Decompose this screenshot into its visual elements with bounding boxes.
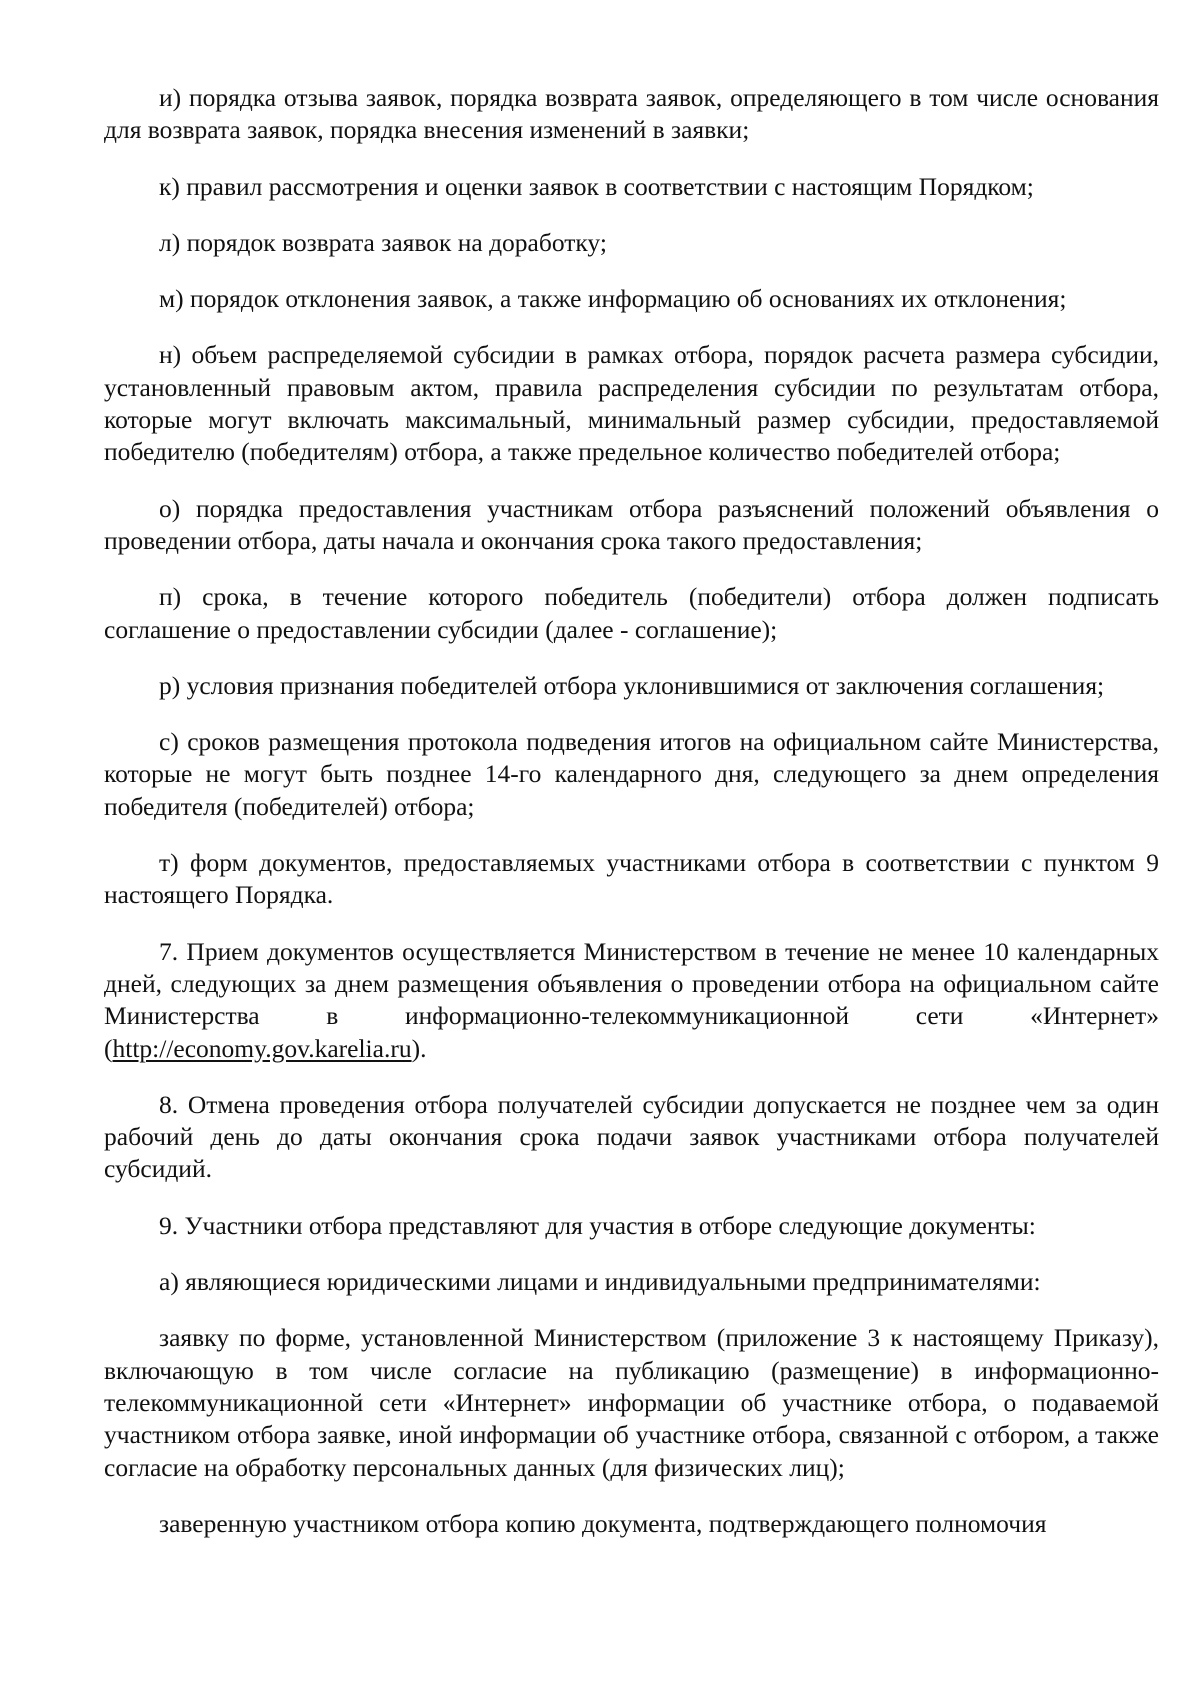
- paragraph-7-text-before: 7. Прием документов осуществляется Министерством в течение не менее 10 календарных дней, следующих за днем размещения объявления о проведении отбора на официальном сайте Министерства в информационно-телекоммуникационной сети «Интернет» (: [104, 936, 1159, 1063]
- paragraph-7: [104, 936, 1159, 1065]
- paragraph-9: 9. Участники отбора представляют для участия в отборе следующие документы:: [159, 1210, 1036, 1240]
- paragraph-s: с) сроков размещения протокола подведения итогов на официальном сайте Министерства, которые не могут быть позднее 14-го календарного дня, следующего за днем определения победителя (победителей) отбора;: [104, 727, 1159, 821]
- paragraph-o: о) порядка предоставления участникам отбора разъяснений положений объявления о проведении отбора, даты начала и окончания срока такого предоставления;: [104, 493, 1159, 555]
- paragraph-p: п) срока, в течение которого победитель (победители) отбора должен подписать соглашение о предоставлении субсидии (далее - соглашение);: [104, 582, 1159, 644]
- paragraph-i: и) порядка отзыва заявок, порядка возврата заявок, определяющего в том числе основания для возврата заявок, порядка внесения изменений в заявки;: [104, 83, 1159, 145]
- paragraph-r: р) условия признания победителей отбора уклонившимися от заключения соглашения;: [159, 670, 1105, 700]
- paragraph-7-text-after: ).: [411, 1033, 427, 1063]
- paragraph-9a-certified-copy: заверенную участником отбора копию документа, подтверждающего полномочия: [159, 1508, 1047, 1538]
- paragraph-9a: а) являющиеся юридическими лицами и индивидуальными предпринимателями:: [159, 1267, 1041, 1297]
- paragraph-8: 8. Отмена проведения отбора получателей субсидии допускается не позднее чем за один рабочий день до даты окончания срока подачи заявок участниками отбора получателей субсидий.: [104, 1089, 1159, 1184]
- paragraph-m: м) порядок отклонения заявок, а также информацию об основаниях их отклонения;: [159, 284, 1067, 314]
- paragraph-9a-application: заявку по форме, установленной Министерством (приложение 3 к настоящему Приказу), включающую в том числе согласие на публикацию (размещение) в информационно-телекоммуникационной сети «Интернет» информации об участнике отбора, о подаваемой участником отбора заявке, иной информации об участнике отбора, связанной с отбором, а также согласие на обработку персональных данных (для физических лиц);: [104, 1323, 1159, 1482]
- paragraph-t: т) форм документов, предоставляемых участниками отбора в соответствии с пунктом 9 настоящего Порядка.: [104, 848, 1159, 910]
- paragraph-l: л) порядок возврата заявок на доработку;: [159, 227, 607, 257]
- ministry-website-link[interactable]: http://economy.gov.karelia.ru: [112, 1033, 412, 1063]
- paragraph-n: н) объем распределяемой субсидии в рамках отбора, порядок расчета размера субсидии, установленный правовым актом, правила распределения субсидии по результатам отбора, которые могут включать максимальный, минимальный размер субсидии, предоставляемой победителю (победителям) отбора, а также предельное количество победителей отбора;: [104, 340, 1159, 467]
- document-page: [104, 82, 1159, 1540]
- paragraph-k: к) правил рассмотрения и оценки заявок в соответствии с настоящим Порядком;: [159, 171, 1034, 201]
